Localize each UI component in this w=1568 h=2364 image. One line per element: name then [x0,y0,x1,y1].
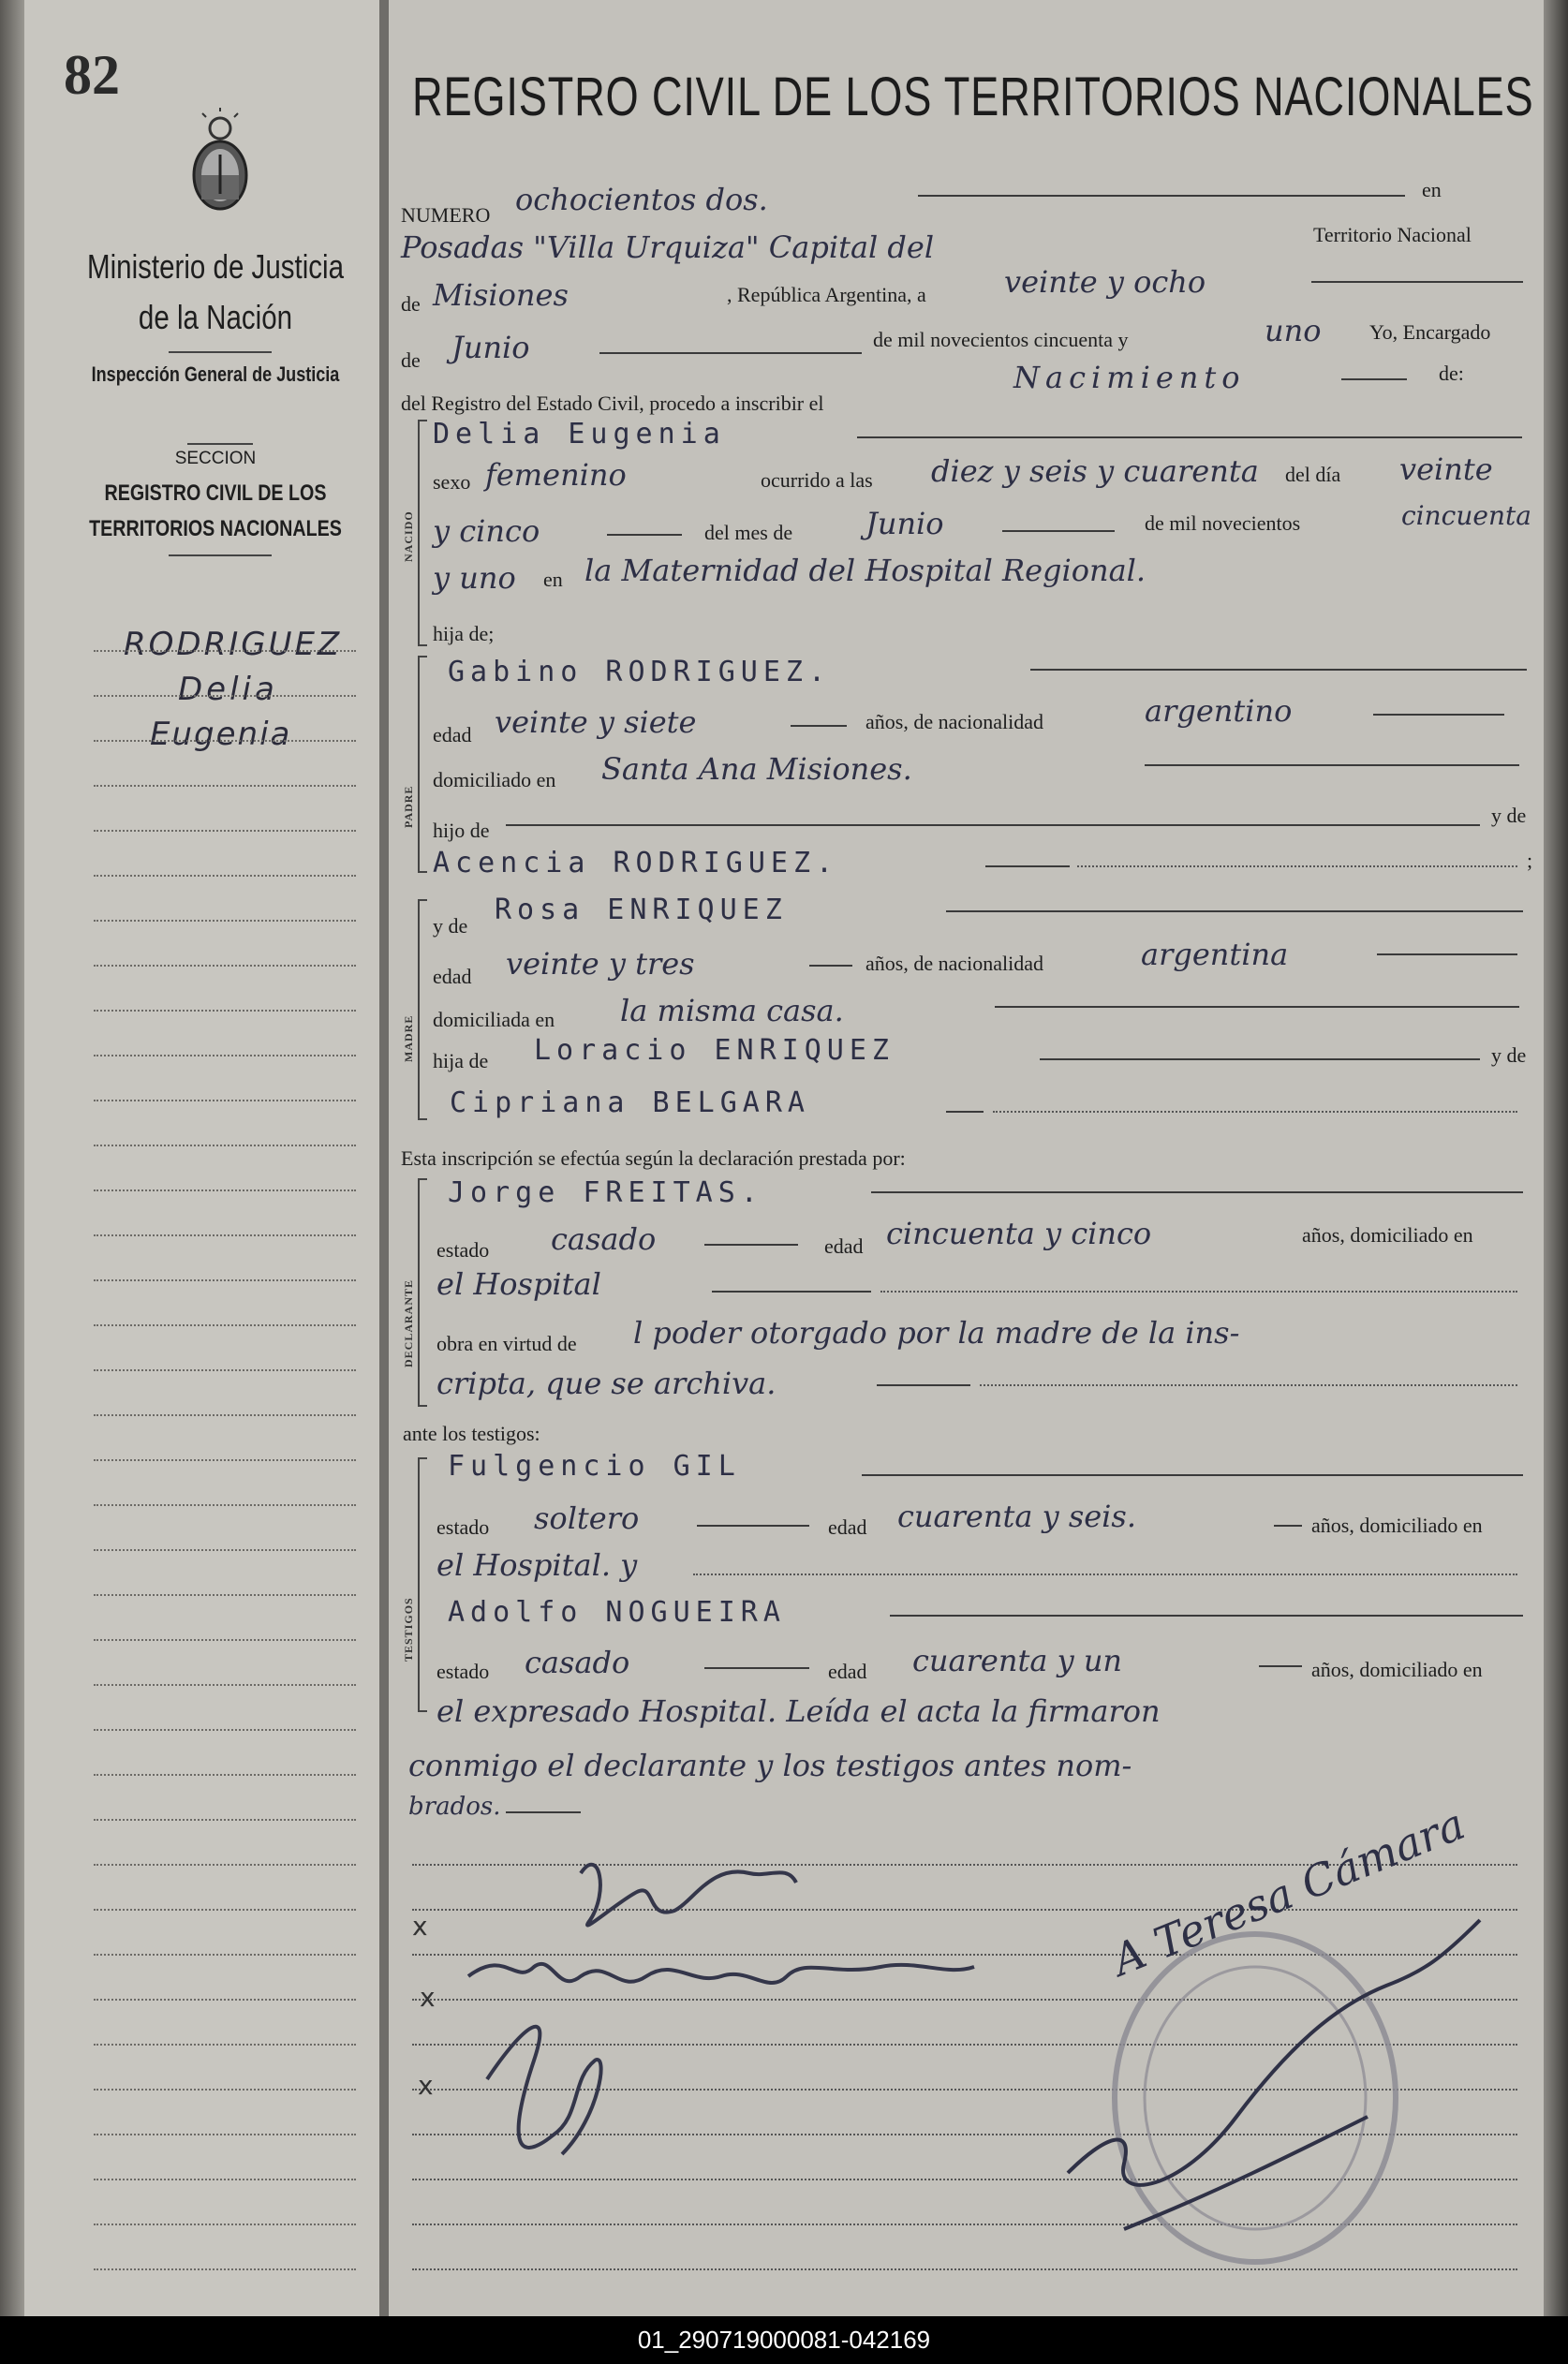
inspection-heading: Inspección General de Justicia [91,362,340,386]
label-en: en [1422,178,1442,201]
fill-line [712,1291,871,1293]
fill-line [1040,1058,1480,1060]
dotted-line [980,1384,1517,1386]
label-edad-mother: edad [433,965,472,988]
label-de-colon: de: [1439,362,1464,385]
margin-ruled-line [94,650,356,652]
column-divider [379,0,389,2316]
label-de: de [401,292,421,316]
margin-ruled-line [94,1684,356,1686]
dotted-line [993,1111,1517,1113]
label-edad-w1: edad [828,1515,867,1539]
value-sex: femenino [485,457,627,493]
fill-line [1274,1525,1302,1527]
margin-ruled-line [94,1145,356,1146]
fill-line [1030,669,1527,671]
margin-ruled-line [94,1864,356,1866]
dotted-line [1077,865,1517,867]
margin-ruled-line [94,830,356,832]
coat-of-arms-icon [187,108,253,220]
label-del-registro: del Registro del Estado Civil, procedo a inscribir el [401,392,824,415]
fill-line [697,1525,809,1527]
fill-line [985,865,1070,867]
label-declarante: DECLARANTE [402,1278,415,1367]
value-declarant-authority2: cripta, que se archiva. [436,1366,777,1401]
fill-line [704,1667,809,1669]
value-witness2: Adolfo NOGUEIRA [448,1596,786,1629]
label-y-de: y de [1491,804,1527,827]
value-place: Posadas "Villa Urquiza" Capital del [401,229,935,265]
value-father-address: Santa Ana Misiones. [601,751,912,787]
value-witness1-status: soltero [534,1500,640,1536]
fill-line [946,910,1523,912]
label-y-de-mother: y de [433,914,468,938]
margin-ruled-line [94,2224,356,2225]
margin-ruled-line [94,875,356,877]
margin-surname: RODRIGUEZ [124,626,343,663]
value-father-name: Gabino RODRIGUEZ. [448,656,832,688]
margin-ruled-line [94,1055,356,1056]
value-year: uno [1265,313,1322,348]
fill-line [1145,764,1519,766]
label-territorio: Territorio Nacional [1313,223,1472,246]
margin-ruled-line [94,1189,356,1191]
margin-ruled-line [94,1774,356,1776]
label-esta-inscripcion: Esta inscripción se efectúa según la declaración prestada por: [401,1146,906,1170]
value-father-age: veinte y siete [495,704,697,740]
value-mother-address: la misma casa. [620,993,844,1028]
margin-ruled-line [94,2134,356,2135]
signature-mark: x [412,1911,428,1942]
fill-line [1377,953,1517,955]
value-witness2-status: casado [525,1645,630,1680]
value-declarant-age: cincuenta y cinco [886,1216,1152,1251]
label-hija-de-mother: hija de [433,1049,489,1072]
value-witness2-age: cuarenta y un [912,1643,1123,1678]
fill-line [995,1006,1519,1008]
fill-line [1373,714,1504,716]
margin-ruled-line [94,2179,356,2180]
margin-ruled-line [94,2268,356,2270]
margin-ruled-line [94,695,356,697]
margin-ruled-line [94,1504,356,1506]
label-ocurrido: ocurrido a las [761,468,873,492]
label-de-mil: de mil novecientos cincuenta y [873,328,1129,351]
fill-line [607,534,682,536]
margin-ruled-line [94,1414,356,1416]
label-estado: estado [436,1238,490,1262]
label-hija-de: hija de; [433,622,495,645]
label-anos-nac-mother: años, de nacionalidad [865,952,1043,975]
value-grandfather-mat: Loracio ENRIQUEZ [534,1034,895,1067]
margin-ruled-line [94,1279,356,1281]
margin-ruled-line [94,1594,356,1596]
rule [169,351,272,353]
margin-ruled-line [94,1324,356,1326]
label-padre: PADRE [402,785,415,828]
margin-ruled-line [94,1819,356,1821]
value-grandmother-pat: Acencia RODRIGUEZ. [433,847,839,879]
fill-line [918,195,1405,197]
margin-ruled-line [94,1369,356,1371]
margin-ruled-line [94,2044,356,2046]
value-birth-place: la Maternidad del Hospital Regional. [584,553,1146,588]
label-obra: obra en virtud de [436,1332,577,1355]
margin-column [24,0,387,2316]
label-domiciliado: domiciliado en [433,768,556,791]
margin-ruled-line [94,920,356,922]
value-act-type: Nacimiento [1013,360,1246,395]
label-yo-encargado: Yo, Encargado [1369,320,1491,344]
label-sexo: sexo [433,470,471,494]
label-edad-decl: edad [824,1234,864,1258]
value-numero: ochocientos dos. [515,182,768,217]
fill-line [1341,378,1407,380]
document-title: REGISTRO CIVIL DE LOS TERRITORIOS NACIONALES [412,66,1534,127]
fill-line [871,1191,1523,1193]
margin-ruled-line [94,2089,356,2091]
value-mother-name: Rosa ENRIQUEZ [495,894,788,926]
margin-ruled-line [94,1729,356,1731]
label-anos-dom: años, domiciliado en [1302,1223,1473,1247]
section-bracket [418,656,427,873]
rule [187,443,253,445]
fill-line [791,725,847,727]
margin-ruled-line [94,785,356,787]
value-witness2-address: el expresado Hospital. Leída el acta la firmaron [436,1693,1161,1729]
label-anos-nac: años, de nacionalidad [865,710,1043,733]
value-month: Junio [451,330,530,365]
section-bracket [418,899,427,1120]
margin-ruled-line [94,1909,356,1911]
signatures-drawing [393,1836,1546,2304]
margin-ruled-line [94,1459,356,1461]
label-domiciliada: domiciliada en [433,1008,555,1031]
label-ante-testigos: ante los testigos: [403,1422,540,1445]
margin-second-name: Eugenia [150,716,292,753]
value-mother-nationality: argentina [1141,937,1289,972]
value-declarant-authority: l poder otorgado por la madre de la ins- [633,1315,1240,1351]
fill-line [890,1615,1523,1617]
value-time: diez y seis y cuarenta [931,453,1259,489]
fill-line [1002,530,1115,532]
fill-line [862,1474,1523,1476]
label-anos-dom-w1: años, domiciliado en [1311,1514,1483,1537]
value-declarant-status: casado [551,1221,657,1257]
ministry-heading: Ministerio de Justicia de la Nación [87,247,344,336]
fill-line [506,824,1480,826]
label-edad-w2: edad [828,1660,867,1683]
value-witness1-age: cuarenta y seis. [897,1499,1136,1534]
label-hijo-de: hijo de [433,819,490,842]
value-mother-age: veinte y tres [506,946,695,982]
value-day: veinte y ocho [1004,264,1206,300]
label-republica: , República Argentina, a [727,283,926,306]
page-number: 82 [64,44,120,106]
value-declarant: Jorge FREITAS. [448,1176,763,1209]
margin-ruled-line [94,1549,356,1551]
label-estado-w2: estado [436,1660,490,1683]
page-edge-right [1544,0,1568,2316]
footer-caption: 01_290719000081-042169 [0,2316,1568,2364]
value-witness1-address: el Hospital. y [436,1547,638,1583]
label-nacido: NACIDO [402,510,415,562]
fill-line [877,1384,970,1386]
fill-line [599,352,862,354]
margin-ruled-line [94,1999,356,2001]
margin-ruled-line [94,740,356,742]
fill-line [704,1244,798,1246]
signature-mark: x [420,1982,436,2013]
official-signature: A Teresa Cámara [1105,1798,1472,1987]
label-de2: de [401,348,421,372]
margin-ruled-line [94,1234,356,1236]
value-birth-day2: y cinco [433,513,540,549]
margin-ruled-line [94,1954,356,1956]
fill-line [1311,281,1523,283]
fill-line [809,965,852,967]
value-birth-year2: y uno [433,560,516,596]
label-testigos: TESTIGOS [402,1597,415,1662]
value-declarant-address: el Hospital [436,1266,601,1302]
label-estado-w1: estado [436,1515,490,1539]
value-closing3: brados. [408,1793,501,1821]
binding-left [0,0,24,2316]
section-label: SECCION [174,449,257,468]
value-witness1: Fulgencio GIL [448,1450,741,1483]
label-numero: NUMERO [401,203,491,227]
label-del-mes: del mes de [704,521,793,544]
dotted-line [880,1291,1517,1293]
dotted-line [693,1574,1517,1575]
margin-first-name: Delia [178,671,278,708]
fill-line [1259,1665,1302,1667]
fill-line [857,436,1522,438]
value-closing2: conmigo el declarante y los testigos antes nom- [408,1748,1132,1783]
margin-ruled-line [94,1100,356,1101]
margin-ruled-line [94,1639,356,1641]
value-grandmother-mat: Cipriana BELGARA [450,1086,810,1119]
fill-line [506,1811,581,1813]
label-y-de-mother2: y de [1491,1043,1527,1067]
section-bracket [418,1178,427,1407]
value-father-nationality: argentino [1145,693,1293,729]
section-bracket [418,420,427,646]
label-madre: MADRE [402,1014,415,1062]
label-en2: en [543,568,563,591]
margin-ruled-line [94,965,356,967]
section-name: REGISTRO CIVIL DE LOS TERRITORIOS NACIONALES [89,480,342,541]
value-birth-day: veinte [1399,451,1493,487]
rule [169,554,272,556]
signature-mark: x [418,2070,434,2101]
label-semicolon: ; [1527,849,1533,872]
value-birth-month: Junio [865,506,944,541]
value-birth-year: cincuenta [1401,500,1531,531]
label-de-mil-nov: de mil novecientos [1145,511,1301,535]
value-territory: Misiones [433,277,569,313]
label-edad: edad [433,723,472,746]
label-anos-dom-w2: años, domiciliado en [1311,1658,1483,1681]
section-bracket [418,1457,427,1712]
margin-ruled-line [94,1010,356,1012]
label-del-dia: del día [1285,463,1341,486]
value-child-name: Delia Eugenia [433,418,726,451]
fill-line [946,1111,984,1113]
